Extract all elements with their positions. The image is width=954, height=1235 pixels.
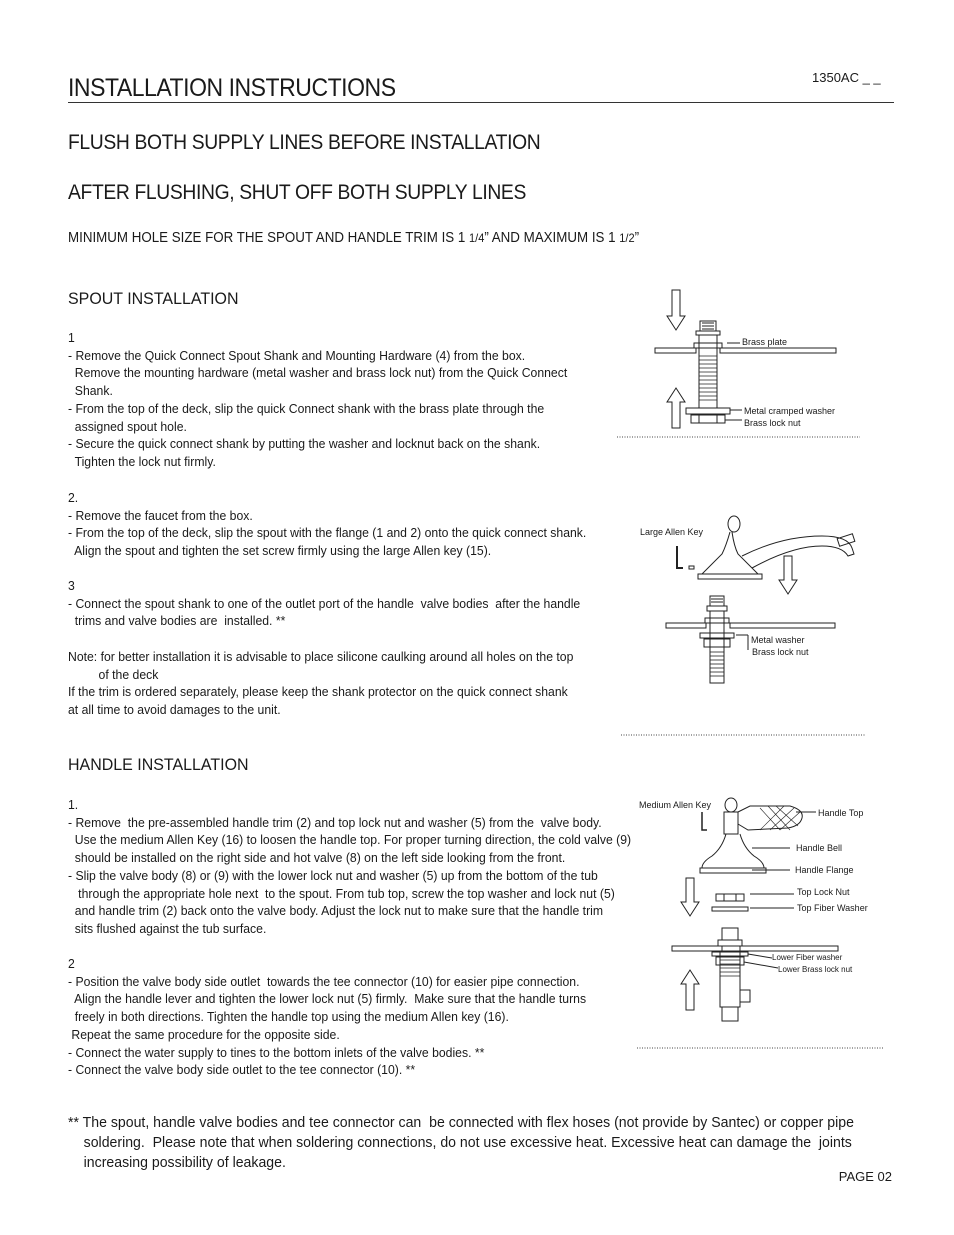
down-arrow-icon	[681, 878, 699, 916]
label-metal-washer: Metal washer	[751, 635, 805, 645]
label-medium-allen-key: Medium Allen Key	[639, 800, 712, 810]
spout-step-3: 3 - Connect the spout shank to one of the outlet port of the handle valve bodies after the handle trims and valve bodies are installed. **	[68, 578, 581, 629]
label-brass-lock-nut: Brass lock nut	[744, 418, 801, 428]
handle-section-heading: HANDLE INSTALLATION	[68, 755, 249, 774]
page-number: PAGE 02	[838, 1169, 892, 1184]
label-lower-fiber-washer: Lower Fiber washer	[772, 953, 843, 962]
label-large-allen-key: Large Allen Key	[640, 527, 704, 537]
hole-size-text-b: ” AND MAXIMUM IS 1	[484, 230, 620, 246]
flush-heading: FLUSH BOTH SUPPLY LINES BEFORE INSTALLATION	[68, 131, 541, 154]
page-title: INSTALLATION INSTRUCTIONS	[68, 74, 396, 102]
label-top-fiber-washer: Top Fiber Washer	[797, 903, 868, 913]
handle-step-2: 2 - Position the valve body side outlet towards the tee connector (10) for easier pipe connection. Align the handle lever and tighten the lower lock nut (5) firmly. Make sure that the handle turns freely in both directions. Tighten the handle top using the medium Allen key (16). Repeat the same procedure for the opposite side. - Connect the water supply to tines to the bottom inlets of the valve bodies. ** - Connect the valve body side outlet to the tee connector (10). **	[68, 956, 587, 1078]
shutoff-heading: AFTER FLUSHING, SHUT OFF BOTH SUPPLY LINES	[68, 181, 526, 204]
label-brass-plate: Brass plate	[742, 337, 788, 347]
hole-size-text-a: MINIMUM HOLE SIZE FOR THE SPOUT AND HANDLE TRIM IS 1	[68, 230, 470, 246]
hole-size-text-c: ”	[634, 230, 640, 246]
label-top-lock-nut: Top Lock Nut	[797, 887, 850, 897]
label-lower-brass-lock-nut: Lower Brass lock nut	[778, 965, 853, 974]
label-handle-top: Handle Top	[818, 808, 864, 818]
label-handle-bell: Handle Bell	[796, 843, 843, 853]
spout-note: Note: for better installation it is advisable to place silicone caulking around all holes on the top of the deck If the trim is ordered separately, please keep the shank protector on the quick connect shank at all time to avoid damages to the unit.	[68, 649, 574, 718]
spout-step-2: 2. - Remove the faucet from the box. - From the top of the deck, slip the spout with the flange (1 and 2) onto the quick connect shank. Align the spout and tighten the set screw firmly using the large Allen key (15).	[68, 490, 587, 559]
footnote: ** The spout, handle valve bodies and tee connector can be connected with flex hoses (not provide by Santec) or copper pipe soldering. Please note that when soldering connections, do not use excessive heat. Excessive heat can damage the joints increasing possibility of leakage.	[68, 1114, 854, 1171]
allen-key-icon	[702, 812, 707, 830]
spout-step-1: 1 - Remove the Quick Connect Spout Shank and Mounting Hardware (4) from the box. Remove the mounting hardware (metal washer and brass lock nut) from the Quick Connect Shank. - From the top of the deck, slip the quick Connect shank with the brass plate through the assigned spout hole. - Secure the quick connect shank by putting the washer and locknut back on the shank. Tighten the lock nut firmly.	[68, 330, 568, 469]
hole-size-max-fraction: 1/2	[619, 231, 635, 245]
spout-section-heading: SPOUT INSTALLATION	[68, 289, 239, 308]
label-metal-cramped-washer: Metal cramped washer	[744, 406, 836, 416]
label-handle-flange: Handle Flange	[795, 865, 854, 875]
handle-step-1: 1. - Remove the pre-assembled handle trim (2) and top lock nut and washer (5) from the valve body. Use the medium Allen Key (16) to loosen the handle top. For proper turning direction, the cold valve (9) should be installed on the right side and hot valve (8) on the left side looking from the front. - Slip the valve body (8) or (9) with the lower lock nut and washer (5) up from the bottom of the tub through the appropriate hole next to the spout. From tub top, screw the top washer and lock nut (5) and handle trim (2) back onto the valve body. Adjust the lock nut to make sure that the handle trim sits flushed against the tub surface.	[68, 797, 632, 936]
hole-size-min-fraction: 1/4	[469, 231, 485, 245]
label-brass-lock-nut-2: Brass lock nut	[752, 647, 809, 657]
model-number: 1350AC _ _	[812, 70, 881, 85]
up-arrow-icon	[681, 970, 699, 1010]
